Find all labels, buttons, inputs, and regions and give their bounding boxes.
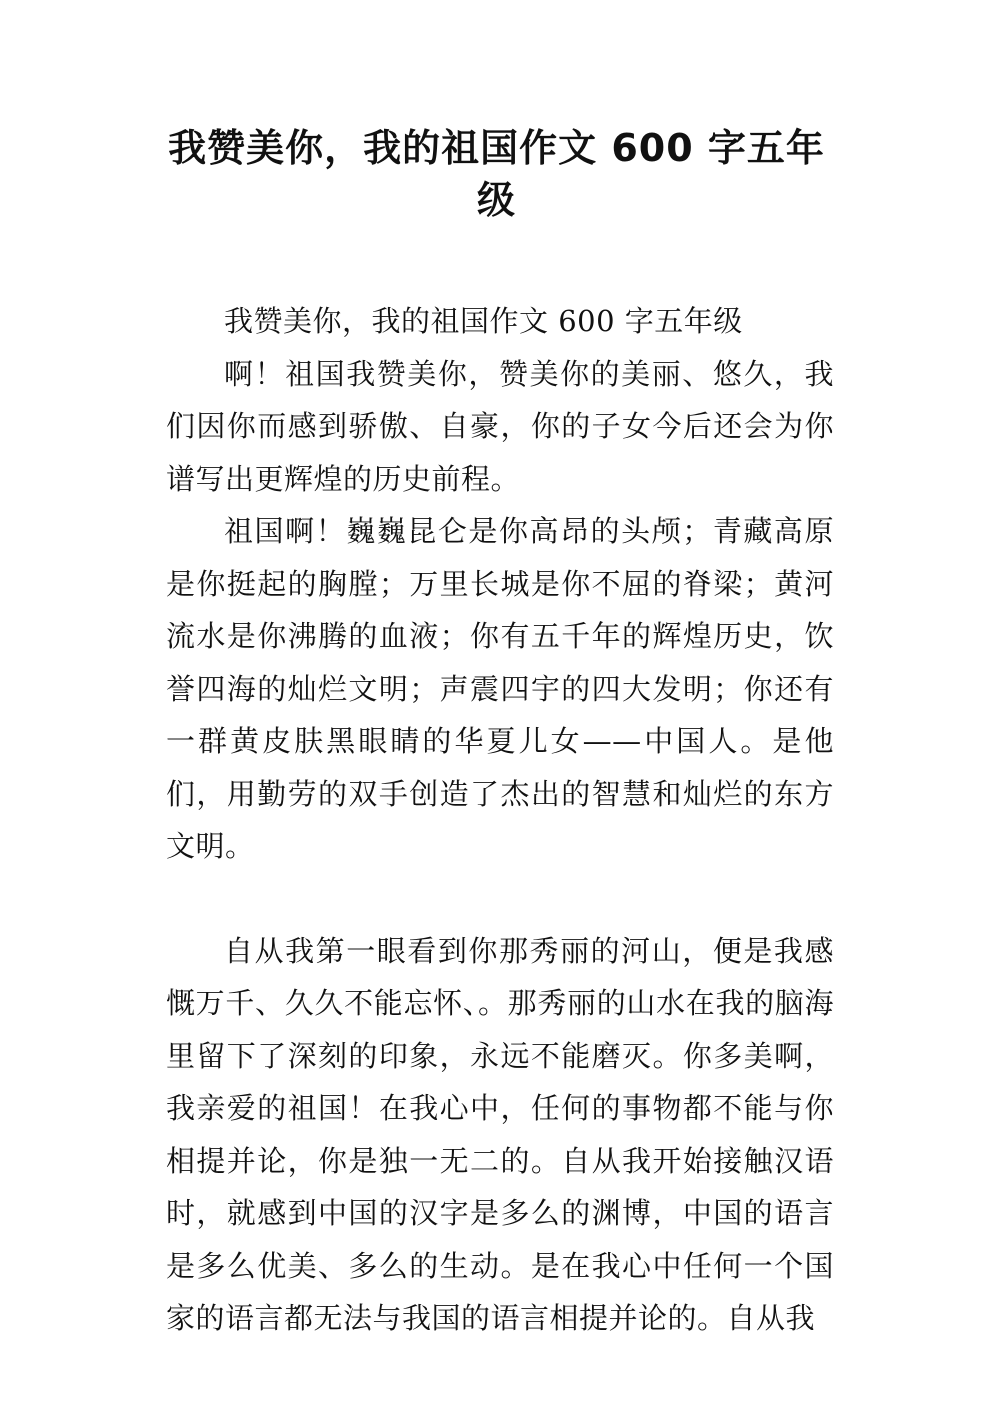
paragraph-1: 啊！祖国我赞美你，赞美你的美丽、悠久，我们因你而感到骄傲、自豪，你的子女今后还会为你谱写出更辉煌的历史前程。 [166, 356, 834, 496]
paragraph-2: 祖国啊！巍巍昆仑是你高昂的头颅；青藏高原是你挺起的胸膛；万里长城是你不屈的脊梁；黄河流水是你沸腾的血液；你有五千年的辉煌历史，饮誉四海的灿烂文明；声震四宇的四大发明；你还有一群黄皮肤黑眼睛的华夏儿女——中国人。是他们，用勤劳的双手创造了杰出的智慧和灿烂的东方文明。 [166, 514, 834, 863]
page-title: 我赞美你，我的祖国作文 600 字五年级 [168, 126, 825, 222]
essay-body [166, 295, 834, 1345]
essay-subtitle: 我赞美你，我的祖国作文 600 字五年级 [224, 304, 743, 338]
paragraph-3: 自从我第一眼看到你那秀丽的河山，便是我感慨万千、久久不能忘怀、。那秀丽的山水在我的脑海里留下了深刻的印象，永远不能磨灭。你多美啊，我亲爱的祖国！在我心中，任何的事物都不能与你相提并论，你是独一无二的。自从我开始接触汉语时，就感到中国的汉字是多么的渊博，中国的语言是多么优美、多么的生动。是在我心中任何一个国家的语言都无法与我国的语言相提并论的。自从我 [166, 933, 834, 1335]
